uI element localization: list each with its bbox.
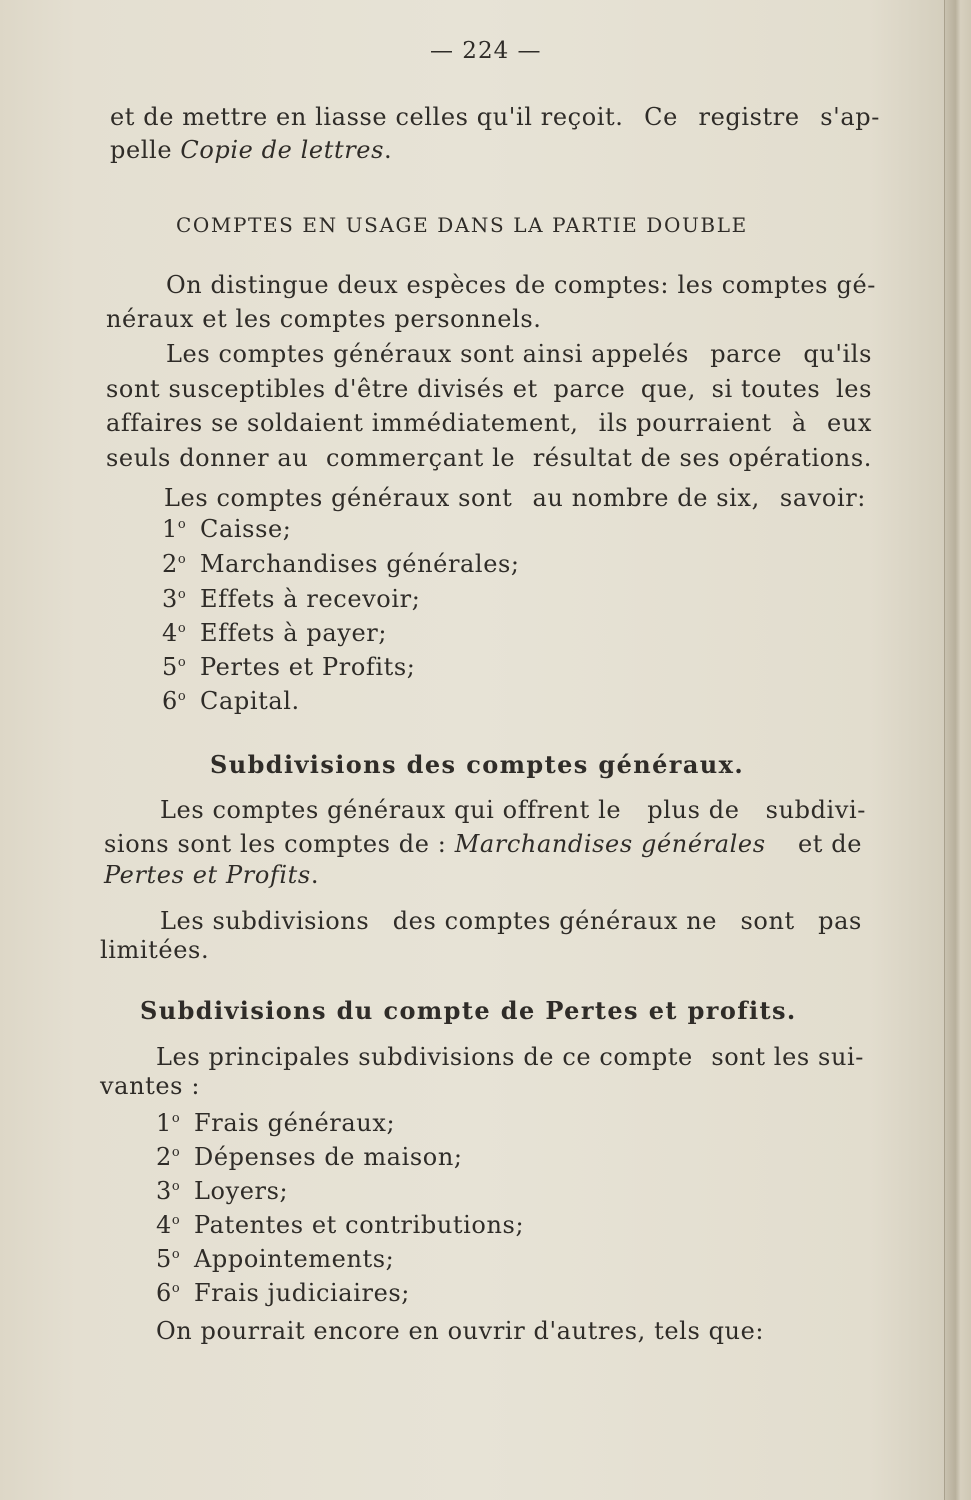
list-item: 5$^o$ Appointements; (156, 1245, 395, 1273)
subdiv-para2-line1: Les subdivisions des comptes généraux ne sont pas (160, 907, 862, 935)
list-item: 1$^o$ Caisse; (162, 515, 292, 543)
comptes-para2-line4: seuls donner au commerçant le résultat de ses opérations. (106, 444, 872, 472)
intro-line-2: pelle Copie de lettres. (110, 136, 393, 164)
section-heading-pertes: Subdivisions du compte de Pertes et profits. (140, 996, 797, 1025)
list-item: 1$^o$ Frais généraux; (156, 1109, 396, 1137)
subdiv-para2-line2: limitées. (100, 936, 210, 964)
subdiv-para1-line3: Pertes et Profits. (104, 861, 320, 889)
comptes-para1-line2: néraux et les comptes personnels. (106, 305, 542, 333)
comptes-para2-line3: affaires se soldaient immédiatement, ils pourraient à eux (106, 409, 872, 437)
pertes-closing: On pourrait encore en ouvrir d'autres, tels que: (156, 1317, 765, 1345)
list-item: 4$^o$ Effets à payer; (162, 619, 388, 647)
list-item: 4$^o$ Patentes et contributions; (156, 1211, 525, 1239)
list-item: 6$^o$ Frais judiciaires; (156, 1279, 410, 1307)
subdiv-para1-line1: Les comptes généraux qui offrent le plus de subdivi- (160, 796, 866, 824)
section-heading-subdivisions: Subdivisions des comptes généraux. (210, 750, 745, 779)
section-heading-comptes: COMPTES EN USAGE DANS LA PARTIE DOUBLE (176, 213, 748, 237)
list-item: 5$^o$ Pertes et Profits; (162, 653, 416, 681)
comptes-para2-line1: Les comptes généraux sont ainsi appelés parce qu'ils (166, 340, 872, 368)
page-number: — 224 — (430, 38, 542, 64)
pertes-para1-line2: vantes : (100, 1072, 201, 1100)
intro-line-1: et de mettre en liasse celles qu'il reçoit. Ce registre s'ap- (110, 103, 880, 131)
comptes-para1-line1: On distingue deux espèces de comptes: les comptes gé- (166, 271, 876, 299)
page-edge (944, 0, 971, 1500)
list-item: 3$^o$ Loyers; (156, 1177, 289, 1205)
list-item: 6$^o$ Capital. (162, 687, 300, 715)
subdiv-para1-line2: sions sont les comptes de : Marchandises générales et de (104, 830, 862, 858)
list-item: 2$^o$ Marchandises générales; (162, 550, 520, 578)
comptes-para2-line2: sont susceptibles d'être divisés et parce que, si toutes les (106, 375, 872, 403)
list-item: 3$^o$ Effets à recevoir; (162, 585, 421, 613)
pertes-para1-line1: Les principales subdivisions de ce compte sont les sui- (156, 1043, 864, 1071)
comptes-para3: Les comptes généraux sont au nombre de six, savoir: (164, 484, 866, 512)
list-item: 2$^o$ Dépenses de maison; (156, 1143, 463, 1171)
